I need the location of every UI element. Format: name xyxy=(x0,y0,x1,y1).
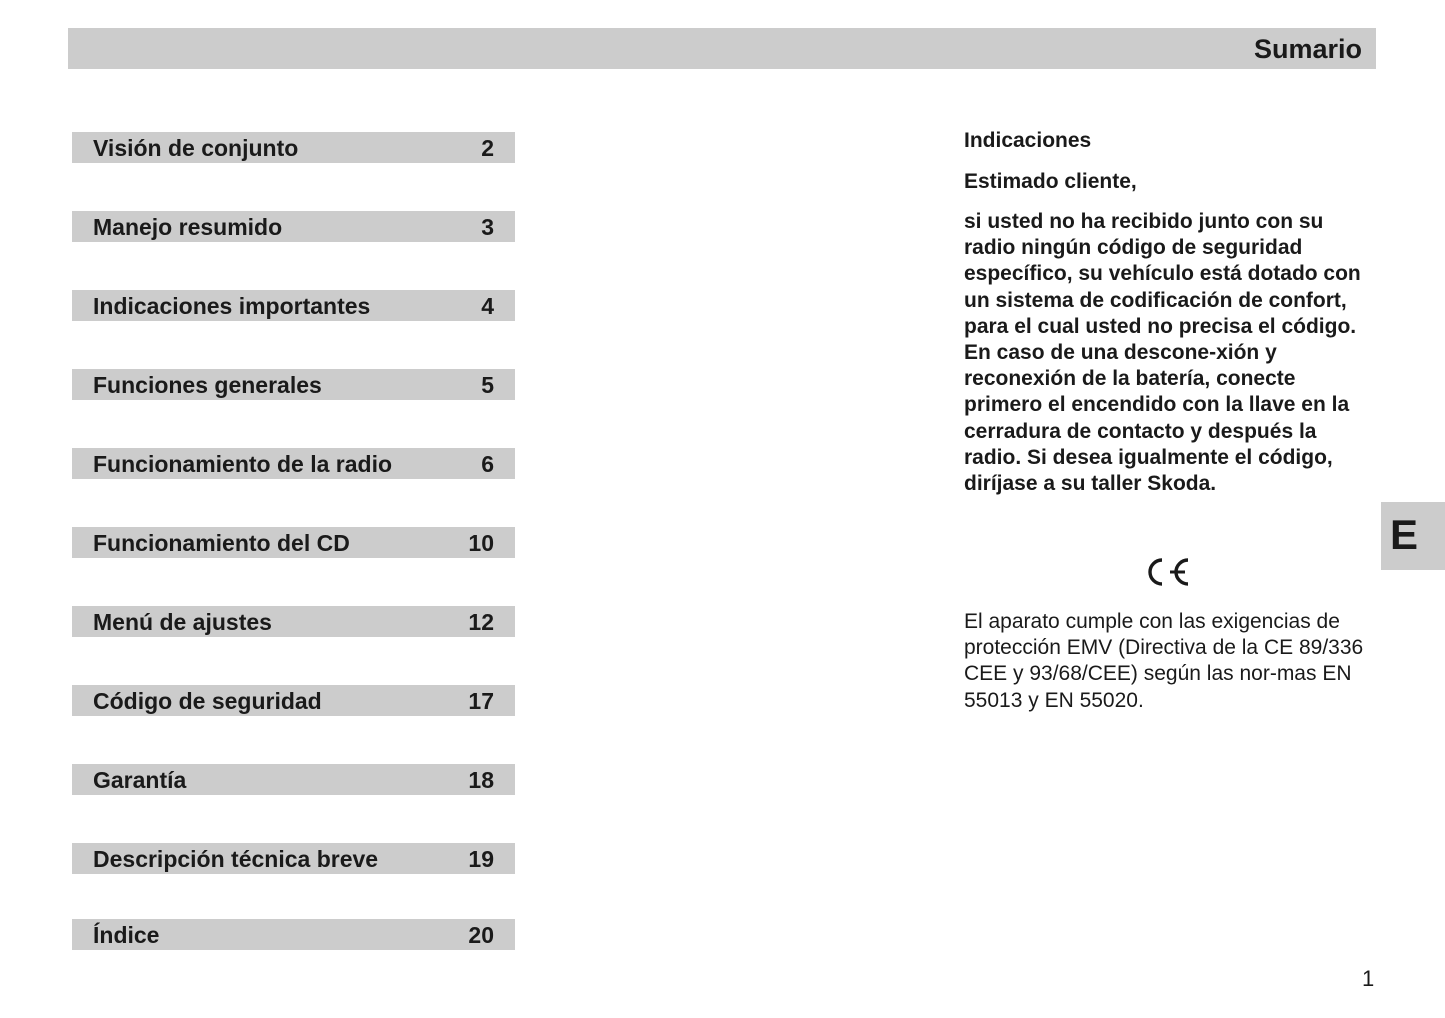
toc-item-manejo-resumido[interactable] xyxy=(72,211,515,242)
toc-item-page: 5 xyxy=(481,372,494,398)
toc-item-label: Funcionamiento de la radio xyxy=(93,451,393,477)
toc-item-funciones-generales[interactable] xyxy=(72,369,515,400)
language-tab-letter: E xyxy=(1390,511,1419,558)
toc-item-page: 18 xyxy=(468,767,494,793)
toc-item-page: 3 xyxy=(481,214,494,240)
ce-mark-icon xyxy=(1140,552,1196,592)
toc-item-vision-de-conjunto[interactable] xyxy=(72,132,515,163)
toc-item-label: Indicaciones importantes xyxy=(93,293,371,319)
toc-item-label: Menú de ajustes xyxy=(93,609,272,635)
compliance-text: El aparato cumple con las exigencias de protección EMV (Directiva de la CE 89/336 CEE y 93/68/CEE) según las nor-mas EN 55013 y EN 55020. xyxy=(964,610,1364,712)
toc-item-funcionamiento-cd[interactable] xyxy=(72,527,515,558)
toc-item-label: Código de seguridad xyxy=(93,688,322,714)
toc-item-label: Manejo resumido xyxy=(93,214,283,240)
language-tab[interactable] xyxy=(1381,502,1445,570)
toc-item-label: Visión de conjunto xyxy=(93,135,299,161)
toc-item-page: 10 xyxy=(468,530,494,556)
toc-item-page: 20 xyxy=(468,922,494,948)
toc-item-page: 12 xyxy=(468,609,494,635)
toc-item-label: Funciones generales xyxy=(93,372,322,398)
toc-item-page: 2 xyxy=(481,135,494,161)
page-number: 1 xyxy=(1362,966,1375,991)
toc-item-label: Índice xyxy=(93,922,160,948)
toc-item-descripcion-tecnica[interactable] xyxy=(72,843,515,874)
toc-item-indicaciones-importantes[interactable] xyxy=(72,290,515,321)
notes-heading: Indicaciones xyxy=(964,129,1092,152)
toc-item-funcionamiento-radio[interactable] xyxy=(72,448,515,479)
toc-item-page: 19 xyxy=(468,846,494,872)
notes-greeting: Estimado cliente, xyxy=(964,170,1137,193)
toc-item-garantia[interactable] xyxy=(72,764,515,795)
notes-body: si usted no ha recibido junto con su radio ningún código de seguridad específico, su vehículo está dotado con un sistema de codificación de confort, para el cual usted no precisa el código. En caso de una descone-xión y reconexión de la batería, conecte primero el encendido con la llave en la cerradura de contacto y después la radio. Si desea igualmente el código, diríjase a su taller Skoda. xyxy=(964,210,1361,496)
page-title: Sumario xyxy=(1253,34,1362,64)
toc-item-menu-ajustes[interactable] xyxy=(72,606,515,637)
toc-item-indice[interactable] xyxy=(72,919,515,950)
toc-item-codigo-seguridad[interactable] xyxy=(72,685,515,716)
toc-item-page: 4 xyxy=(481,293,494,319)
toc-item-label: Descripción técnica breve xyxy=(93,846,379,872)
notes-section xyxy=(964,128,1374,497)
header-bar xyxy=(68,28,1376,69)
toc-item-page: 6 xyxy=(481,451,494,477)
toc-item-label: Garantía xyxy=(93,767,187,793)
toc-item-page: 17 xyxy=(468,688,494,714)
toc-item-label: Funcionamiento del CD xyxy=(93,530,350,556)
